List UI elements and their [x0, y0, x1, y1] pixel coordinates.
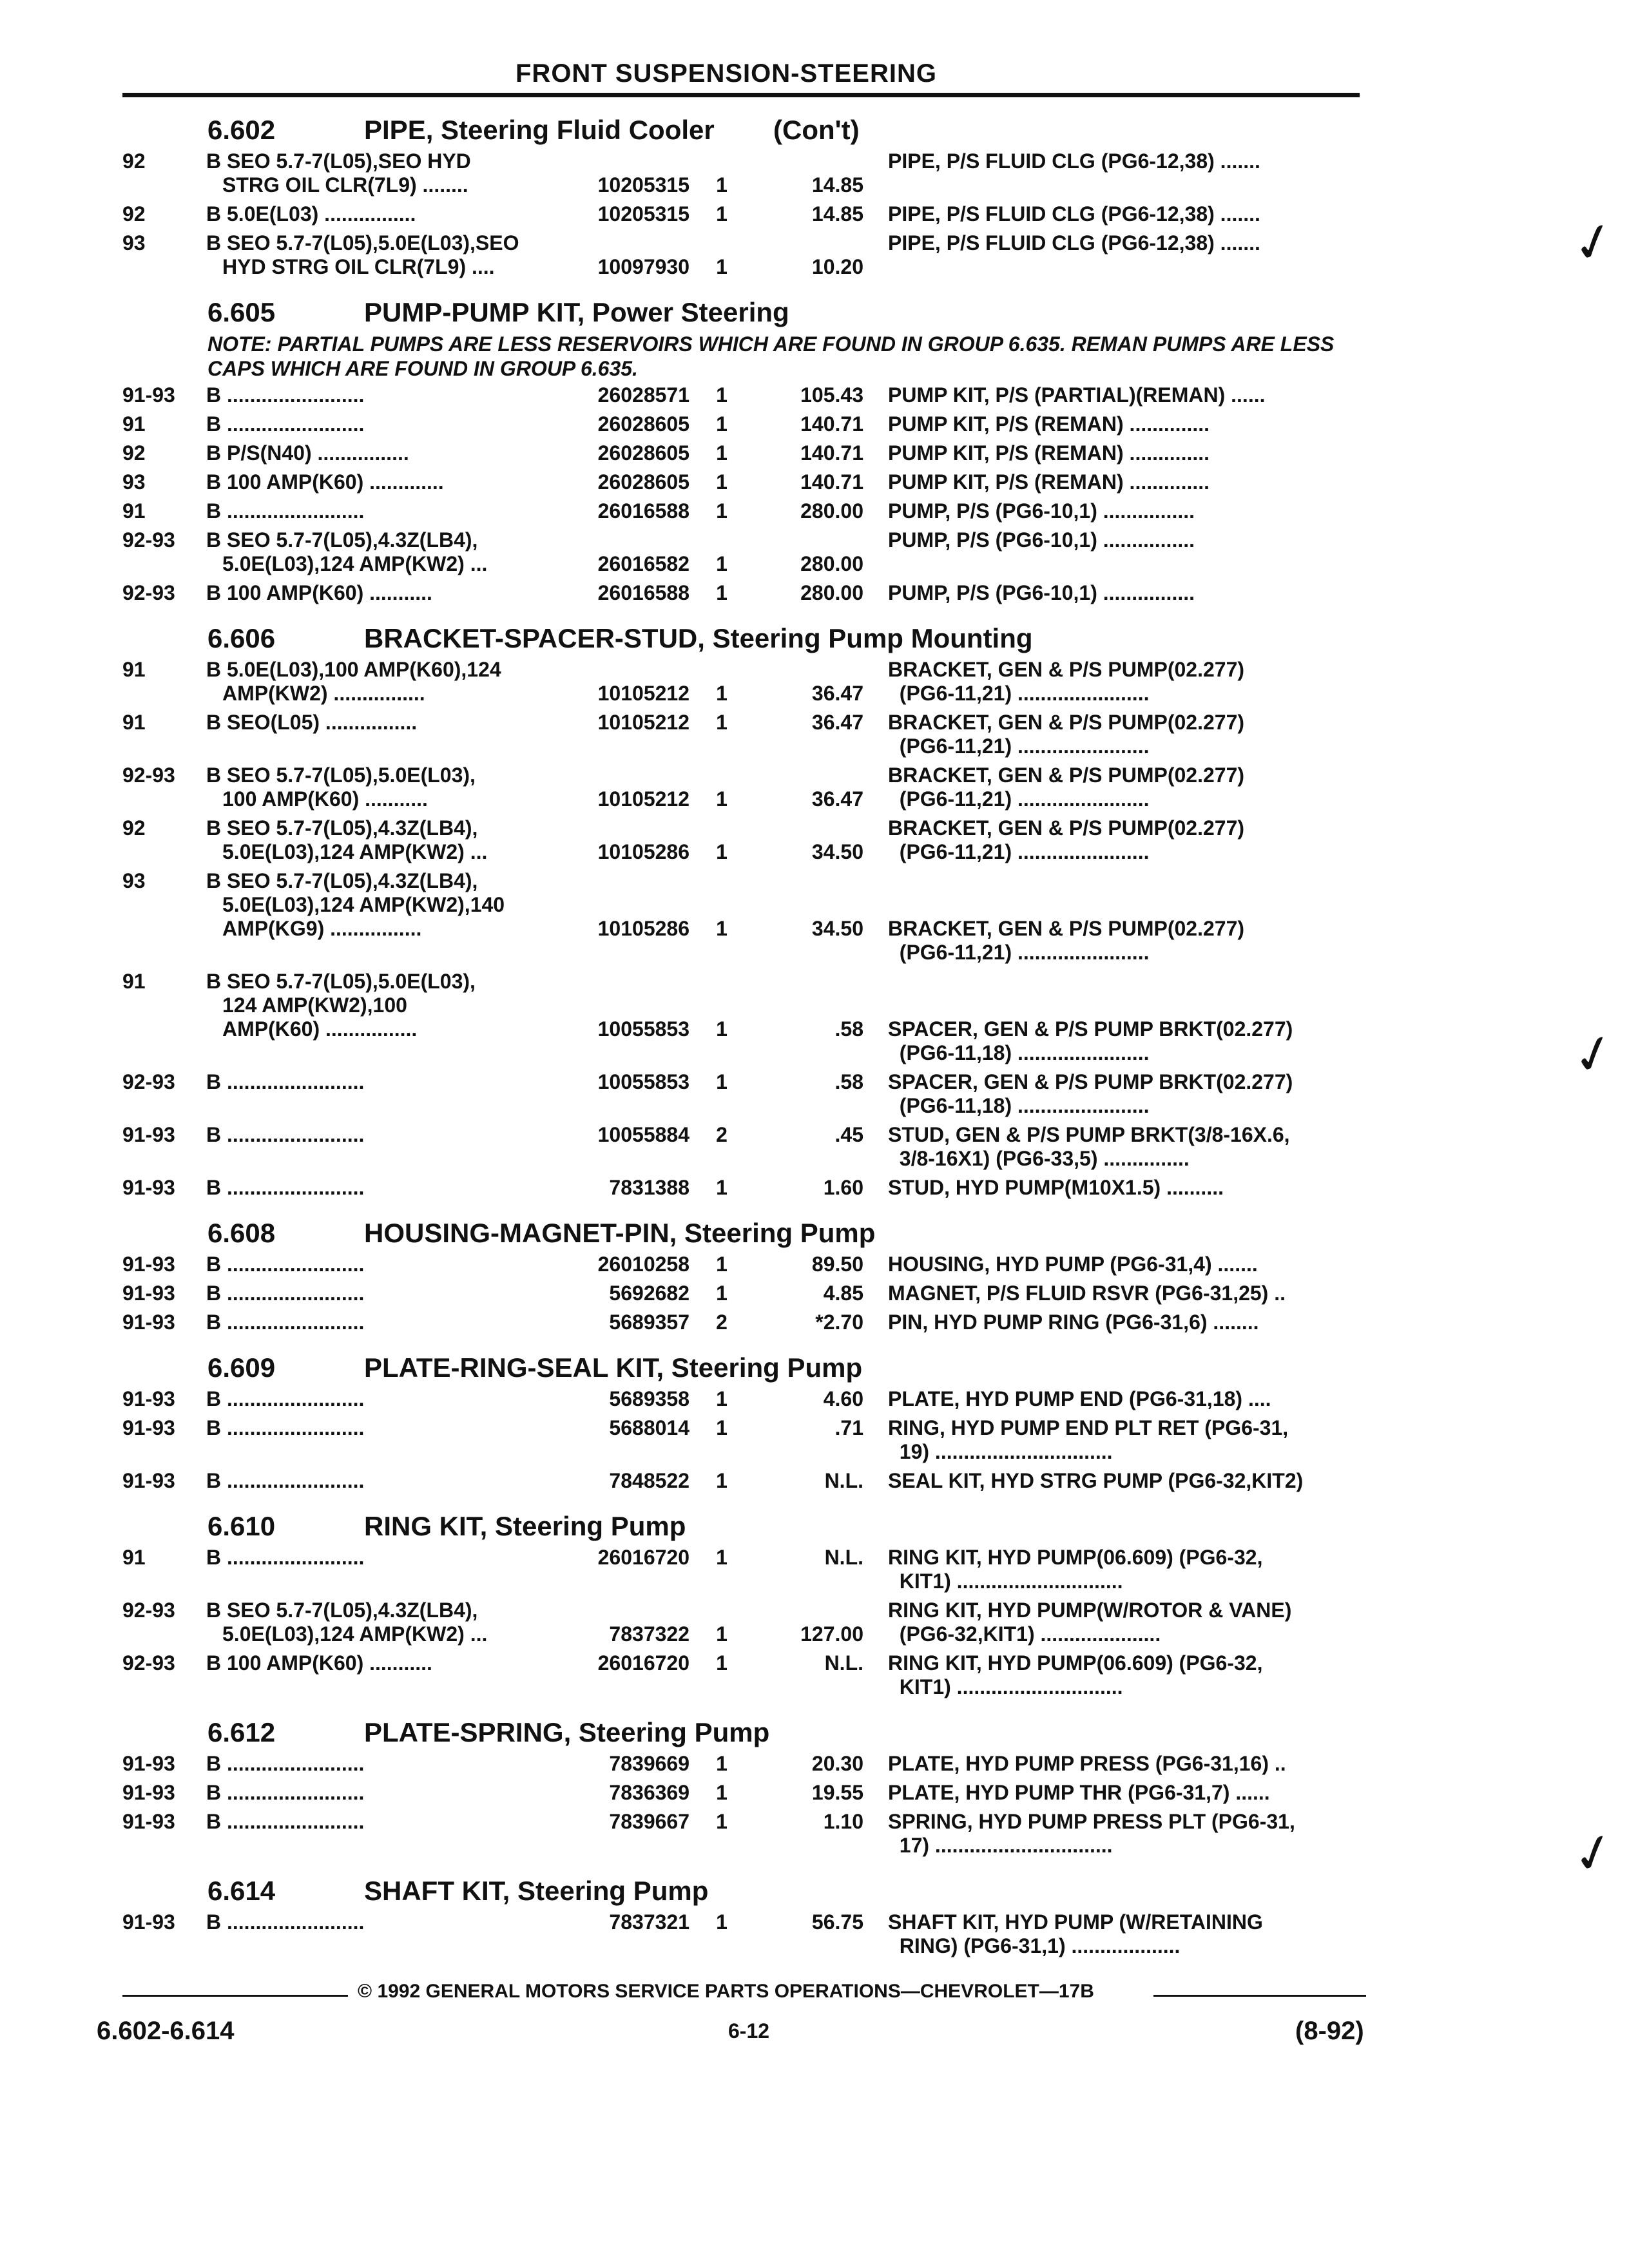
footer-section-range: 6.602-6.614 — [97, 2017, 235, 2045]
section-number: 6.614 — [207, 1876, 276, 1906]
model-years: 93 — [122, 470, 146, 494]
usage-description: AMP(KW2) ................ — [222, 682, 425, 705]
usage-description: B 5.0E(L03) ................ — [206, 202, 416, 226]
part-row — [0, 816, 1629, 869]
section-header — [0, 110, 1629, 149]
part-number: 7836369 — [609, 1781, 689, 1804]
part-number: 26016720 — [597, 1546, 689, 1569]
part-name: SPACER, GEN & P/S PUMP BRKT(02.277) — [888, 1070, 1293, 1093]
price: 280.00 — [800, 499, 863, 523]
part-name: (PG6-11,18) ....................... — [888, 1094, 1150, 1117]
model-years: 91-93 — [122, 1311, 175, 1334]
quantity: 1 — [716, 255, 728, 278]
price: 34.50 — [811, 917, 863, 940]
usage-description: STRG OIL CLR(7L9) ........ — [222, 173, 468, 197]
part-row — [0, 441, 1629, 470]
section-note: NOTE: PARTIAL PUMPS ARE LESS RESERVOIRS WHICH ARE FOUND IN GROUP 6.635. REMAN PUMPS ARE LESS CAPS WHICH ARE FOUND IN GROUP 6.635. — [207, 332, 1335, 380]
checkmark-icon: ✓ — [1565, 209, 1623, 276]
price: .45 — [834, 1123, 863, 1146]
price: N.L. — [824, 1546, 863, 1569]
part-row — [0, 869, 1629, 970]
model-years: 92-93 — [122, 1599, 175, 1622]
quantity: 1 — [716, 1017, 728, 1041]
price: 4.60 — [823, 1387, 863, 1410]
part-name: PIPE, P/S FLUID CLG (PG6-12,38) ....... — [888, 231, 1260, 255]
section-header — [0, 1213, 1629, 1253]
part-number: 7839667 — [609, 1810, 689, 1833]
section-header — [0, 1506, 1629, 1546]
quantity: 1 — [716, 787, 728, 811]
footer-rule-left — [122, 1995, 348, 1997]
part-row — [0, 1387, 1629, 1416]
part-row — [0, 1599, 1629, 1651]
part-number: 10105286 — [597, 840, 689, 863]
part-name: KIT1) ............................. — [888, 1675, 1123, 1698]
quantity: 1 — [716, 470, 728, 494]
part-number: 10097930 — [597, 255, 689, 278]
model-years: 91 — [122, 499, 146, 523]
section-header — [0, 1870, 1629, 1910]
part-name: SPACER, GEN & P/S PUMP BRKT(02.277) — [888, 1017, 1293, 1041]
section-number: 6.605 — [207, 297, 276, 327]
part-number: 10105212 — [597, 682, 689, 705]
price: 14.85 — [811, 202, 863, 226]
section-title: SHAFT KIT, Steering Pump — [364, 1876, 709, 1906]
quantity: 2 — [716, 1123, 728, 1146]
model-years: 92 — [122, 816, 146, 840]
usage-description: AMP(KG9) ................ — [222, 917, 422, 940]
model-years: 92 — [122, 149, 146, 173]
model-years: 92-93 — [122, 581, 175, 604]
usage-description: B ........................ — [206, 1253, 365, 1276]
model-years: 92 — [122, 441, 146, 465]
usage-description: 5.0E(L03),124 AMP(KW2) ... — [222, 840, 488, 863]
model-years: 91 — [122, 412, 146, 436]
part-name: BRACKET, GEN & P/S PUMP(02.277) — [888, 917, 1245, 940]
part-name: (PG6-11,21) ....................... — [888, 840, 1150, 863]
price: 280.00 — [800, 581, 863, 604]
section-continued: (Con't) — [773, 115, 860, 145]
part-name: PLATE, HYD PUMP PRESS (PG6-31,16) .. — [888, 1752, 1286, 1775]
part-row — [0, 764, 1629, 816]
part-row — [0, 1781, 1629, 1810]
price: 140.71 — [800, 470, 863, 494]
usage-description: B SEO 5.7-7(L05),SEO HYD — [206, 149, 471, 173]
part-row — [0, 1910, 1629, 1963]
price: N.L. — [824, 1469, 863, 1492]
section-title: PLATE-SPRING, Steering Pump — [364, 1717, 770, 1747]
quantity: 1 — [716, 383, 728, 407]
model-years: 91-93 — [122, 1781, 175, 1804]
section-number: 6.602 — [207, 115, 276, 145]
part-row — [0, 412, 1629, 441]
part-name: SHAFT KIT, HYD PUMP (W/RETAINING — [888, 1910, 1263, 1934]
price: 140.71 — [800, 412, 863, 436]
usage-description: B ........................ — [206, 1123, 365, 1146]
model-years: 92 — [122, 202, 146, 226]
usage-description: B ........................ — [206, 383, 365, 407]
usage-description: B ........................ — [206, 1416, 365, 1439]
usage-description: HYD STRG OIL CLR(7L9) .... — [222, 255, 495, 278]
usage-description: B ........................ — [206, 1282, 365, 1305]
part-number: 26028605 — [597, 441, 689, 465]
usage-description: B ........................ — [206, 1469, 365, 1492]
part-row — [0, 970, 1629, 1070]
part-number: 5692682 — [609, 1282, 689, 1305]
model-years: 92-93 — [122, 528, 175, 552]
section-number: 6.606 — [207, 623, 276, 653]
section-title: PIPE, Steering Fluid Cooler — [364, 115, 715, 145]
checkmark-icon: ✓ — [1565, 1820, 1623, 1887]
part-row — [0, 581, 1629, 610]
part-name: STUD, GEN & P/S PUMP BRKT(3/8-16X.6, — [888, 1123, 1290, 1146]
price: *2.70 — [815, 1311, 863, 1334]
part-number: 26016582 — [597, 552, 689, 575]
price: 19.55 — [811, 1781, 863, 1804]
model-years: 91-93 — [122, 1752, 175, 1775]
quantity: 1 — [716, 1781, 728, 1804]
catalog-section — [0, 292, 1629, 610]
section-number: 6.609 — [207, 1352, 276, 1383]
part-number: 5688014 — [609, 1416, 689, 1439]
price: 1.10 — [823, 1810, 863, 1833]
quantity: 1 — [716, 1070, 728, 1093]
part-number: 26028605 — [597, 412, 689, 436]
usage-description: 5.0E(L03),124 AMP(KW2) ... — [222, 1622, 488, 1646]
quantity: 1 — [716, 412, 728, 436]
section-number: 6.610 — [207, 1511, 276, 1541]
footer-rule-right — [1153, 1995, 1366, 1997]
price: 4.85 — [823, 1282, 863, 1305]
part-name: PUMP KIT, P/S (REMAN) .............. — [888, 470, 1210, 494]
part-number: 26016588 — [597, 499, 689, 523]
price: 280.00 — [800, 552, 863, 575]
part-number: 7837321 — [609, 1910, 689, 1934]
part-name: PUMP KIT, P/S (REMAN) .............. — [888, 441, 1210, 465]
quantity: 1 — [716, 711, 728, 734]
section-header — [0, 1712, 1629, 1752]
part-name: 17) ............................... — [888, 1834, 1113, 1857]
price: 34.50 — [811, 840, 863, 863]
model-years: 91-93 — [122, 1176, 175, 1199]
part-row — [0, 1651, 1629, 1704]
usage-description: B ........................ — [206, 1752, 365, 1775]
usage-description: B ........................ — [206, 1176, 365, 1199]
part-name: 19) ............................... — [888, 1440, 1113, 1463]
usage-description: B SEO(L05) ................ — [206, 711, 418, 734]
quantity: 1 — [716, 173, 728, 197]
model-years: 91-93 — [122, 1416, 175, 1439]
part-name: (PG6-11,21) ....................... — [888, 735, 1150, 758]
usage-description: B P/S(N40) ................ — [206, 441, 409, 465]
price: 140.71 — [800, 441, 863, 465]
section-title: PLATE-RING-SEAL KIT, Steering Pump — [364, 1352, 863, 1383]
part-row — [0, 1070, 1629, 1123]
part-number: 10105212 — [597, 787, 689, 811]
usage-description: B ........................ — [206, 1781, 365, 1804]
part-number: 7837322 — [609, 1622, 689, 1646]
price: 10.20 — [811, 255, 863, 278]
usage-description: B ........................ — [206, 412, 365, 436]
part-name: (PG6-11,21) ....................... — [888, 787, 1150, 811]
part-number: 5689357 — [609, 1311, 689, 1334]
part-name: STUD, HYD PUMP(M10X1.5) .......... — [888, 1176, 1224, 1199]
model-years: 92-93 — [122, 1070, 175, 1093]
price: N.L. — [824, 1651, 863, 1675]
usage-description: AMP(K60) ................ — [222, 1017, 418, 1041]
part-name: BRACKET, GEN & P/S PUMP(02.277) — [888, 764, 1245, 787]
part-name: BRACKET, GEN & P/S PUMP(02.277) — [888, 816, 1245, 840]
usage-description: B SEO 5.7-7(L05),4.3Z(LB4), — [206, 1599, 478, 1622]
section-header — [0, 1347, 1629, 1387]
quantity: 1 — [716, 1387, 728, 1410]
model-years: 91 — [122, 970, 146, 993]
footer-date: (8-92) — [1295, 2017, 1364, 2045]
part-name: BRACKET, GEN & P/S PUMP(02.277) — [888, 658, 1245, 681]
section-header — [0, 292, 1629, 332]
part-name: (PG6-11,18) ....................... — [888, 1041, 1150, 1064]
part-name: RING, HYD PUMP END PLT RET (PG6-31, — [888, 1416, 1289, 1439]
part-row — [0, 470, 1629, 499]
usage-description: B SEO 5.7-7(L05),4.3Z(LB4), — [206, 816, 478, 840]
quantity: 1 — [716, 552, 728, 575]
usage-description: B 100 AMP(K60) ........... — [206, 1651, 432, 1675]
part-number: 10055884 — [597, 1123, 689, 1146]
part-name: SEAL KIT, HYD STRG PUMP (PG6-32,KIT2) — [888, 1469, 1304, 1492]
quantity: 1 — [716, 1810, 728, 1833]
price: 20.30 — [811, 1752, 863, 1775]
quantity: 1 — [716, 1416, 728, 1439]
model-years: 91 — [122, 658, 146, 681]
quantity: 1 — [716, 840, 728, 863]
quantity: 1 — [716, 581, 728, 604]
catalog-section — [0, 1506, 1629, 1704]
model-years: 91 — [122, 1546, 146, 1569]
quantity: 1 — [716, 1910, 728, 1934]
part-name: PUMP, P/S (PG6-10,1) ................ — [888, 581, 1195, 604]
quantity: 2 — [716, 1311, 728, 1334]
price: .71 — [834, 1416, 863, 1439]
model-years: 91-93 — [122, 383, 175, 407]
part-number: 26028605 — [597, 470, 689, 494]
catalog-section — [0, 1213, 1629, 1340]
part-name: (PG6-32,KIT1) ..................... — [888, 1622, 1161, 1646]
part-number: 10105212 — [597, 711, 689, 734]
part-name: SPRING, HYD PUMP PRESS PLT (PG6-31, — [888, 1810, 1295, 1833]
section-number: 6.612 — [207, 1717, 276, 1747]
usage-description: 100 AMP(K60) ........... — [222, 787, 428, 811]
price: 36.47 — [811, 787, 863, 811]
model-years: 93 — [122, 231, 146, 255]
section-title: RING KIT, Steering Pump — [364, 1511, 686, 1541]
part-name: RING KIT, HYD PUMP(06.609) (PG6-32, — [888, 1546, 1263, 1569]
model-years: 92-93 — [122, 764, 175, 787]
part-row — [0, 1752, 1629, 1781]
part-number: 7848522 — [609, 1469, 689, 1492]
usage-description: B 100 AMP(K60) ........... — [206, 581, 432, 604]
part-name: PUMP KIT, P/S (REMAN) .............. — [888, 412, 1210, 436]
part-number: 26016720 — [597, 1651, 689, 1675]
part-number: 5689358 — [609, 1387, 689, 1410]
part-number: 10205315 — [597, 173, 689, 197]
checkmark-icon: ✓ — [1565, 1021, 1623, 1088]
part-name: PIPE, P/S FLUID CLG (PG6-12,38) ....... — [888, 149, 1260, 173]
quantity: 1 — [716, 1752, 728, 1775]
price: .58 — [834, 1070, 863, 1093]
part-row — [0, 499, 1629, 528]
part-number: 26016588 — [597, 581, 689, 604]
part-number: 10105286 — [597, 917, 689, 940]
part-row — [0, 1311, 1629, 1340]
part-name: RING KIT, HYD PUMP(06.609) (PG6-32, — [888, 1651, 1263, 1675]
part-name: PIN, HYD PUMP RING (PG6-31,6) ........ — [888, 1311, 1259, 1334]
price: 89.50 — [811, 1253, 863, 1276]
section-title: PUMP-PUMP KIT, Power Steering — [364, 297, 789, 327]
model-years: 91-93 — [122, 1810, 175, 1833]
usage-description: B ........................ — [206, 1070, 365, 1093]
part-row — [0, 1810, 1629, 1863]
usage-description: B ........................ — [206, 1810, 365, 1833]
price: 105.43 — [800, 383, 863, 407]
quantity: 1 — [716, 202, 728, 226]
usage-description: B ........................ — [206, 1910, 365, 1934]
usage-description: B 100 AMP(K60) ............. — [206, 470, 444, 494]
part-row — [0, 383, 1629, 412]
part-row — [0, 1176, 1629, 1205]
part-name: PIPE, P/S FLUID CLG (PG6-12,38) ....... — [888, 202, 1260, 226]
part-name: PUMP, P/S (PG6-10,1) ................ — [888, 499, 1195, 523]
part-row — [0, 202, 1629, 231]
quantity: 1 — [716, 1651, 728, 1675]
price: 14.85 — [811, 173, 863, 197]
model-years: 91-93 — [122, 1910, 175, 1934]
part-row — [0, 1546, 1629, 1599]
catalog-section — [0, 110, 1629, 284]
quantity: 1 — [716, 917, 728, 940]
quantity: 1 — [716, 1253, 728, 1276]
usage-description: B SEO 5.7-7(L05),5.0E(L03), — [206, 764, 476, 787]
part-number: 10055853 — [597, 1070, 689, 1093]
usage-description: B SEO 5.7-7(L05),4.3Z(LB4), — [206, 528, 478, 552]
usage-description: B ........................ — [206, 1311, 365, 1334]
part-number: 7839669 — [609, 1752, 689, 1775]
part-row — [0, 1253, 1629, 1282]
model-years: 91-93 — [122, 1253, 175, 1276]
quantity: 1 — [716, 1282, 728, 1305]
price: 36.47 — [811, 711, 863, 734]
section-number: 6.608 — [207, 1218, 276, 1248]
part-number: 10055853 — [597, 1017, 689, 1041]
catalog-section — [0, 618, 1629, 1205]
part-row — [0, 1282, 1629, 1311]
usage-description: 5.0E(L03),124 AMP(KW2),140 — [222, 893, 505, 916]
part-name: PUMP, P/S (PG6-10,1) ................ — [888, 528, 1195, 552]
price: 127.00 — [800, 1622, 863, 1646]
model-years: 91-93 — [122, 1282, 175, 1305]
price: 56.75 — [811, 1910, 863, 1934]
usage-description: B SEO 5.7-7(L05),5.0E(L03),SEO — [206, 231, 519, 255]
parts-catalog-sections — [0, 110, 1629, 1971]
header-rule — [122, 93, 1360, 97]
part-row — [0, 1416, 1629, 1469]
part-name: RING KIT, HYD PUMP(W/ROTOR & VANE) — [888, 1599, 1292, 1622]
page-title: FRONT SUSPENSION-STEERING — [516, 59, 937, 88]
usage-description: B 5.0E(L03),100 AMP(K60),124 — [206, 658, 501, 681]
part-name: 3/8-16X1) (PG6-33,5) ............... — [888, 1147, 1190, 1170]
part-name: PLATE, HYD PUMP END (PG6-31,18) .... — [888, 1387, 1271, 1410]
usage-description: 5.0E(L03),124 AMP(KW2) ... — [222, 552, 488, 575]
price: 1.60 — [823, 1176, 863, 1199]
part-row — [0, 1123, 1629, 1176]
model-years: 93 — [122, 869, 146, 892]
price: 36.47 — [811, 682, 863, 705]
model-years: 91-93 — [122, 1469, 175, 1492]
part-name: (PG6-11,21) ....................... — [888, 941, 1150, 964]
model-years: 91 — [122, 711, 146, 734]
footer-copyright: © 1992 GENERAL MOTORS SERVICE PARTS OPERATIONS—CHEVROLET—17B — [358, 1981, 1094, 2002]
part-name: HOUSING, HYD PUMP (PG6-31,4) ....... — [888, 1253, 1258, 1276]
usage-description: B SEO 5.7-7(L05),4.3Z(LB4), — [206, 869, 478, 892]
price: .58 — [834, 1017, 863, 1041]
part-name: (PG6-11,21) ....................... — [888, 682, 1150, 705]
part-row — [0, 1469, 1629, 1498]
quantity: 1 — [716, 441, 728, 465]
part-row — [0, 528, 1629, 581]
section-header — [0, 618, 1629, 658]
section-title: HOUSING-MAGNET-PIN, Steering Pump — [364, 1218, 876, 1248]
model-years: 91-93 — [122, 1387, 175, 1410]
quantity: 1 — [716, 499, 728, 523]
usage-description: B ........................ — [206, 499, 365, 523]
part-number: 7831388 — [609, 1176, 689, 1199]
footer-page-number: 6-12 — [728, 2019, 770, 2042]
catalog-section — [0, 1870, 1629, 1963]
catalog-section — [0, 1712, 1629, 1863]
quantity: 1 — [716, 1176, 728, 1199]
part-number: 10205315 — [597, 202, 689, 226]
part-name: PUMP KIT, P/S (PARTIAL)(REMAN) ...... — [888, 383, 1266, 407]
usage-description: 124 AMP(KW2),100 — [222, 994, 407, 1017]
usage-description: B SEO 5.7-7(L05),5.0E(L03), — [206, 970, 476, 993]
part-name: RING) (PG6-31,1) ................... — [888, 1934, 1181, 1957]
usage-description: B ........................ — [206, 1546, 365, 1569]
part-row — [0, 231, 1629, 284]
part-row — [0, 711, 1629, 764]
model-years: 91-93 — [122, 1123, 175, 1146]
model-years: 92-93 — [122, 1651, 175, 1675]
section-title: BRACKET-SPACER-STUD, Steering Pump Mounting — [364, 623, 1033, 653]
quantity: 1 — [716, 1546, 728, 1569]
usage-description: B ........................ — [206, 1387, 365, 1410]
quantity: 1 — [716, 1469, 728, 1492]
quantity: 1 — [716, 682, 728, 705]
part-name: MAGNET, P/S FLUID RSVR (PG6-31,25) .. — [888, 1282, 1286, 1305]
catalog-section — [0, 1347, 1629, 1498]
quantity: 1 — [716, 1622, 728, 1646]
part-number: 26028571 — [597, 383, 689, 407]
part-row — [0, 149, 1629, 202]
part-row — [0, 658, 1629, 711]
part-name: PLATE, HYD PUMP THR (PG6-31,7) ...... — [888, 1781, 1270, 1804]
part-name: KIT1) ............................. — [888, 1570, 1123, 1593]
part-number: 26010258 — [597, 1253, 689, 1276]
part-name: BRACKET, GEN & P/S PUMP(02.277) — [888, 711, 1245, 734]
